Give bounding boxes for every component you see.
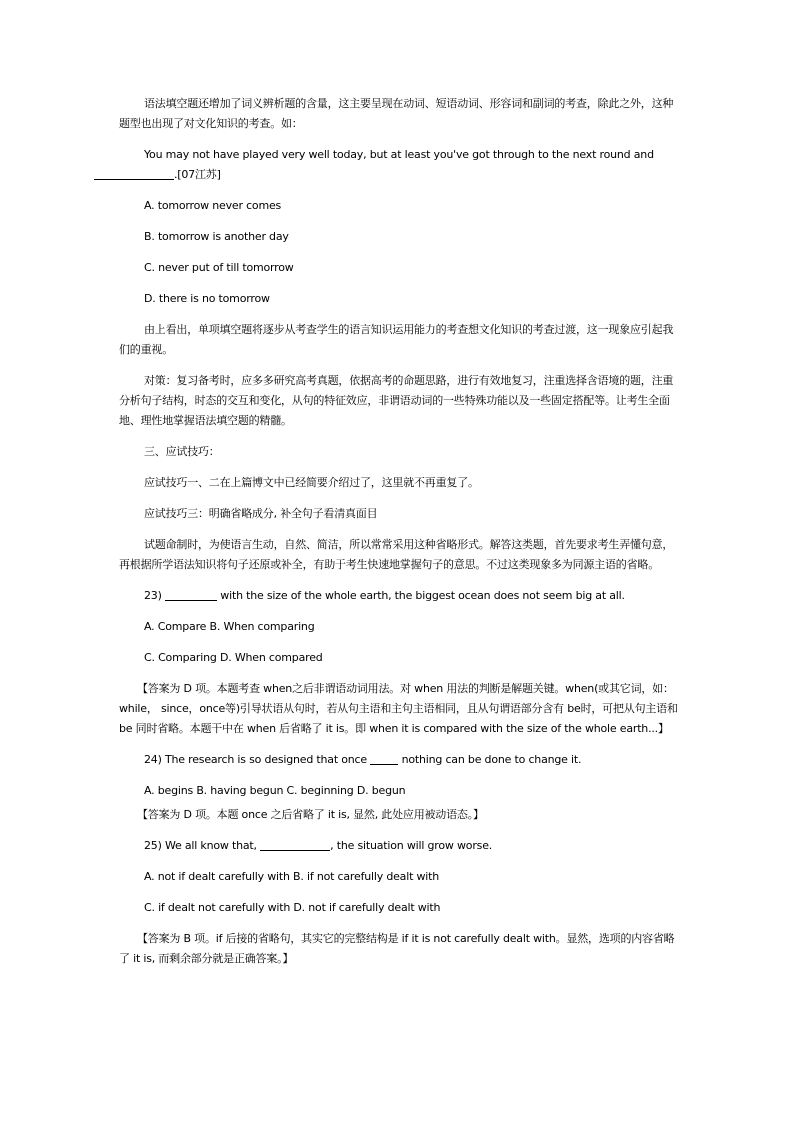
question-23-number: 23) <box>144 589 162 602</box>
paragraph-analysis: 由上看出，单项填空题将逐步从考查学生的语言知识运用能力的考查想文化知识的考查过渡，这一现象应引起我们的重视。 <box>119 323 674 356</box>
option-a: A. tomorrow never comes <box>144 199 282 212</box>
option-d: D. there is no tomorrow <box>144 292 270 305</box>
answer-blank <box>260 838 330 851</box>
option-b: B. tomorrow is another day <box>144 230 289 243</box>
answer-23: 【答案为 D 项。本题考查 when之后非谓语动词用法。对 when 用法的判断是解题关键。when(或其它词，如：while， since，once等)引导状语从句时，若从句主语和主句主语相同，且从句谓语部分含有 be时，可把从句主语和 be 同时省略。本题干中在 when 后省略了 it is。即 when it is compared with the size of the whole earth...】 <box>119 682 678 735</box>
option-c: C. never put of till tomorrow <box>144 261 294 274</box>
question-24-text-b: nothing can be done to change it. <box>401 753 582 766</box>
question-24-options: A. begins B. having begun C. beginning D. begun <box>144 784 406 797</box>
paragraph-strategy: 对策：复习备考时，应多多研究高考真题，依据高考的命题思路，进行有效地复习，注重选择含语境的题，注重分析句子结构，时态的交互和变化，从句的特征效应，非谓语动词的一些特殊功能以及一些固定搭配等。让考生全面地、理性地掌握语法填空题的精髓。 <box>119 374 674 427</box>
answer-blank <box>165 588 217 601</box>
question-25-options-cd: C. if dealt not carefully with D. not if carefully dealt with <box>144 901 441 914</box>
question-23-text: with the size of the whole earth, the biggest ocean does not seem big at all. <box>220 589 625 602</box>
question-07-stem <box>119 145 679 185</box>
question-07-source: .[07江苏] <box>174 168 221 181</box>
question-23-options-ab: A. Compare B. When comparing <box>144 620 315 633</box>
question-23 <box>119 586 679 606</box>
answer-blank <box>370 752 398 765</box>
document-body <box>119 94 679 969</box>
paragraph-intro: 语法填空题还增加了词义辨析题的含量，这主要呈现在动词、短语动词、形容词和副词的考查，除此之外，这种题型也出现了对文化知识的考查。如： <box>119 97 674 130</box>
answer-blank <box>94 167 174 180</box>
question-24 <box>119 750 679 770</box>
question-25-options-ab: A. not if dealt carefully with B. if not carefully dealt with <box>144 870 440 883</box>
question-23-options-cd: C. Comparing D. When compared <box>144 651 323 664</box>
question-25-text-a: 25) We all know that, <box>144 839 257 852</box>
paragraph-tip-3: 应试技巧三：明确省略成分, 补全句子看清真面目 <box>144 507 378 520</box>
question-25-text-b: , the situation will grow worse. <box>330 839 493 852</box>
question-25 <box>119 836 679 856</box>
answer-25: 【答案为 B 项。if 后接的省略句，其实它的完整结构是 if it is not carefully dealt with。显然，选项的内容省略了 it is, 而剩余部分就是正确答案。】 <box>119 932 675 965</box>
paragraph-explanation: 试题命制时，为使语言生动，自然、简洁，所以常常采用这种省略形式。解答这类题，首先要求考生弄懂句意，再根据所学语法知识将句子还原或补全，有助于考生快速地掌握句子的意思。不过这类现象多为同源主语的省略。 <box>119 538 674 571</box>
paragraph-tips-1-2: 应试技巧一、二在上篇博文中已经简要介绍过了，这里就不再重复了。 <box>144 476 479 489</box>
section-heading: 三、应试技巧： <box>144 445 220 458</box>
question-24-text-a: 24) The research is so designed that once <box>144 753 367 766</box>
answer-24: 【答案为 D 项。本题 once 之后省略了 it is, 显然, 此处应用被动语态。】 <box>137 808 484 821</box>
question-07-stem-text: You may not have played very well today, but at least you've got through to the next round and <box>144 148 654 161</box>
